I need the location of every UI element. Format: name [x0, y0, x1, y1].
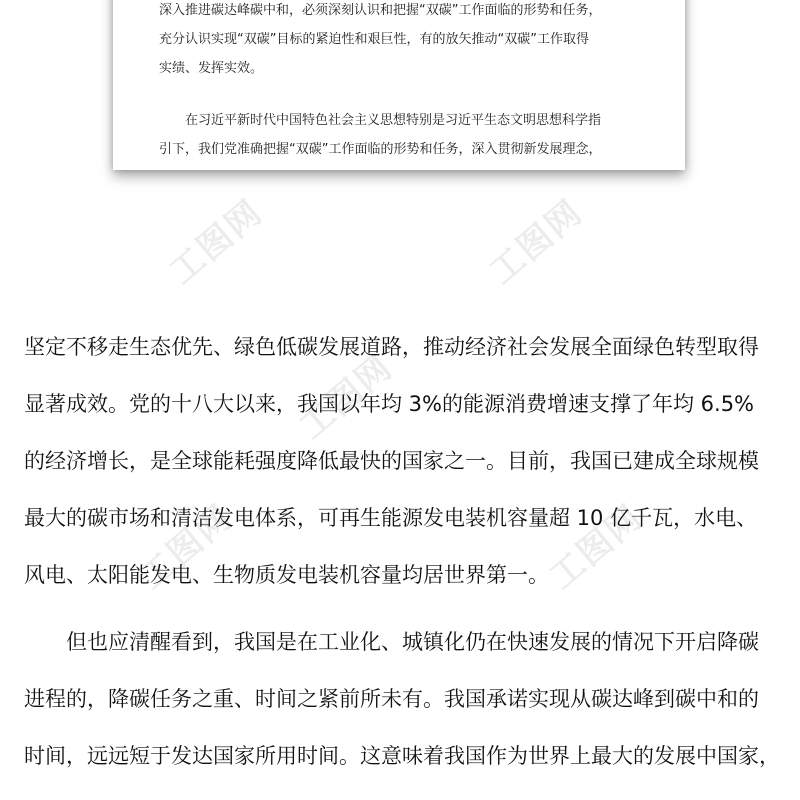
- watermark: 工图网: [292, 347, 401, 448]
- text-line: 风电、太阳能发电、生物质发电装机容量均居世界第一。: [24, 563, 549, 587]
- watermark: 工图网: [482, 192, 591, 293]
- watermark: 工图网: [162, 192, 271, 293]
- card-paragraph-2: [159, 106, 655, 164]
- card-line: 实绩、发挥实效。: [159, 61, 264, 76]
- watermark: 工图网: [132, 497, 241, 598]
- watermark: 工图网: [542, 497, 651, 598]
- text-line: 显著成效。党的十八大以来，我国以年均 3%的能源消费增速支撑了年均 6.5%: [24, 392, 755, 416]
- card-line: 深入推进碳达峰碳中和，必须深刻认识和把握“双碳”工作面临的形势和任务，: [159, 3, 602, 18]
- card-paragraph-1: [159, 0, 655, 83]
- text-line: 坚定不移走生态优先、绿色低碳发展道路，推动经济社会发展全面绿色转型取得: [24, 335, 759, 359]
- text-line: 最大的碳市场和清洁发电体系，可再生能源发电装机容量超 10 亿千瓦，水电、: [24, 506, 758, 530]
- text-line: 进程的，降碳任务之重、时间之紧前所未有。我国承诺实现从碳达峰到碳中和的: [24, 687, 759, 711]
- body-paragraph-2: [24, 614, 784, 785]
- card-line: 在习近平新时代中国特色社会主义思想特别是习近平生态文明思想科学指: [185, 113, 602, 128]
- card-line: 引下，我们党准确把握“双碳”工作面临的形势和任务，深入贯彻新发展理念，: [159, 142, 602, 157]
- document-card: [113, 0, 685, 170]
- text-line: 但也应清醒看到，我国是在工业化、城镇化仍在快速发展的情况下开启降碳: [66, 630, 759, 654]
- text-line: 的经济增长，是全球能耗强度降低最快的国家之一。目前，我国已建成全球规模: [24, 449, 759, 473]
- body-paragraph-1: [24, 319, 784, 604]
- text-line: 时间，远远短于发达国家所用时间。这意味着我国作为世界上最大的发展中国家，: [24, 744, 780, 768]
- card-line: 充分认识实现“双碳”目标的紧迫性和艰巨性，有的放矢推动“双碳”工作取得: [159, 32, 589, 47]
